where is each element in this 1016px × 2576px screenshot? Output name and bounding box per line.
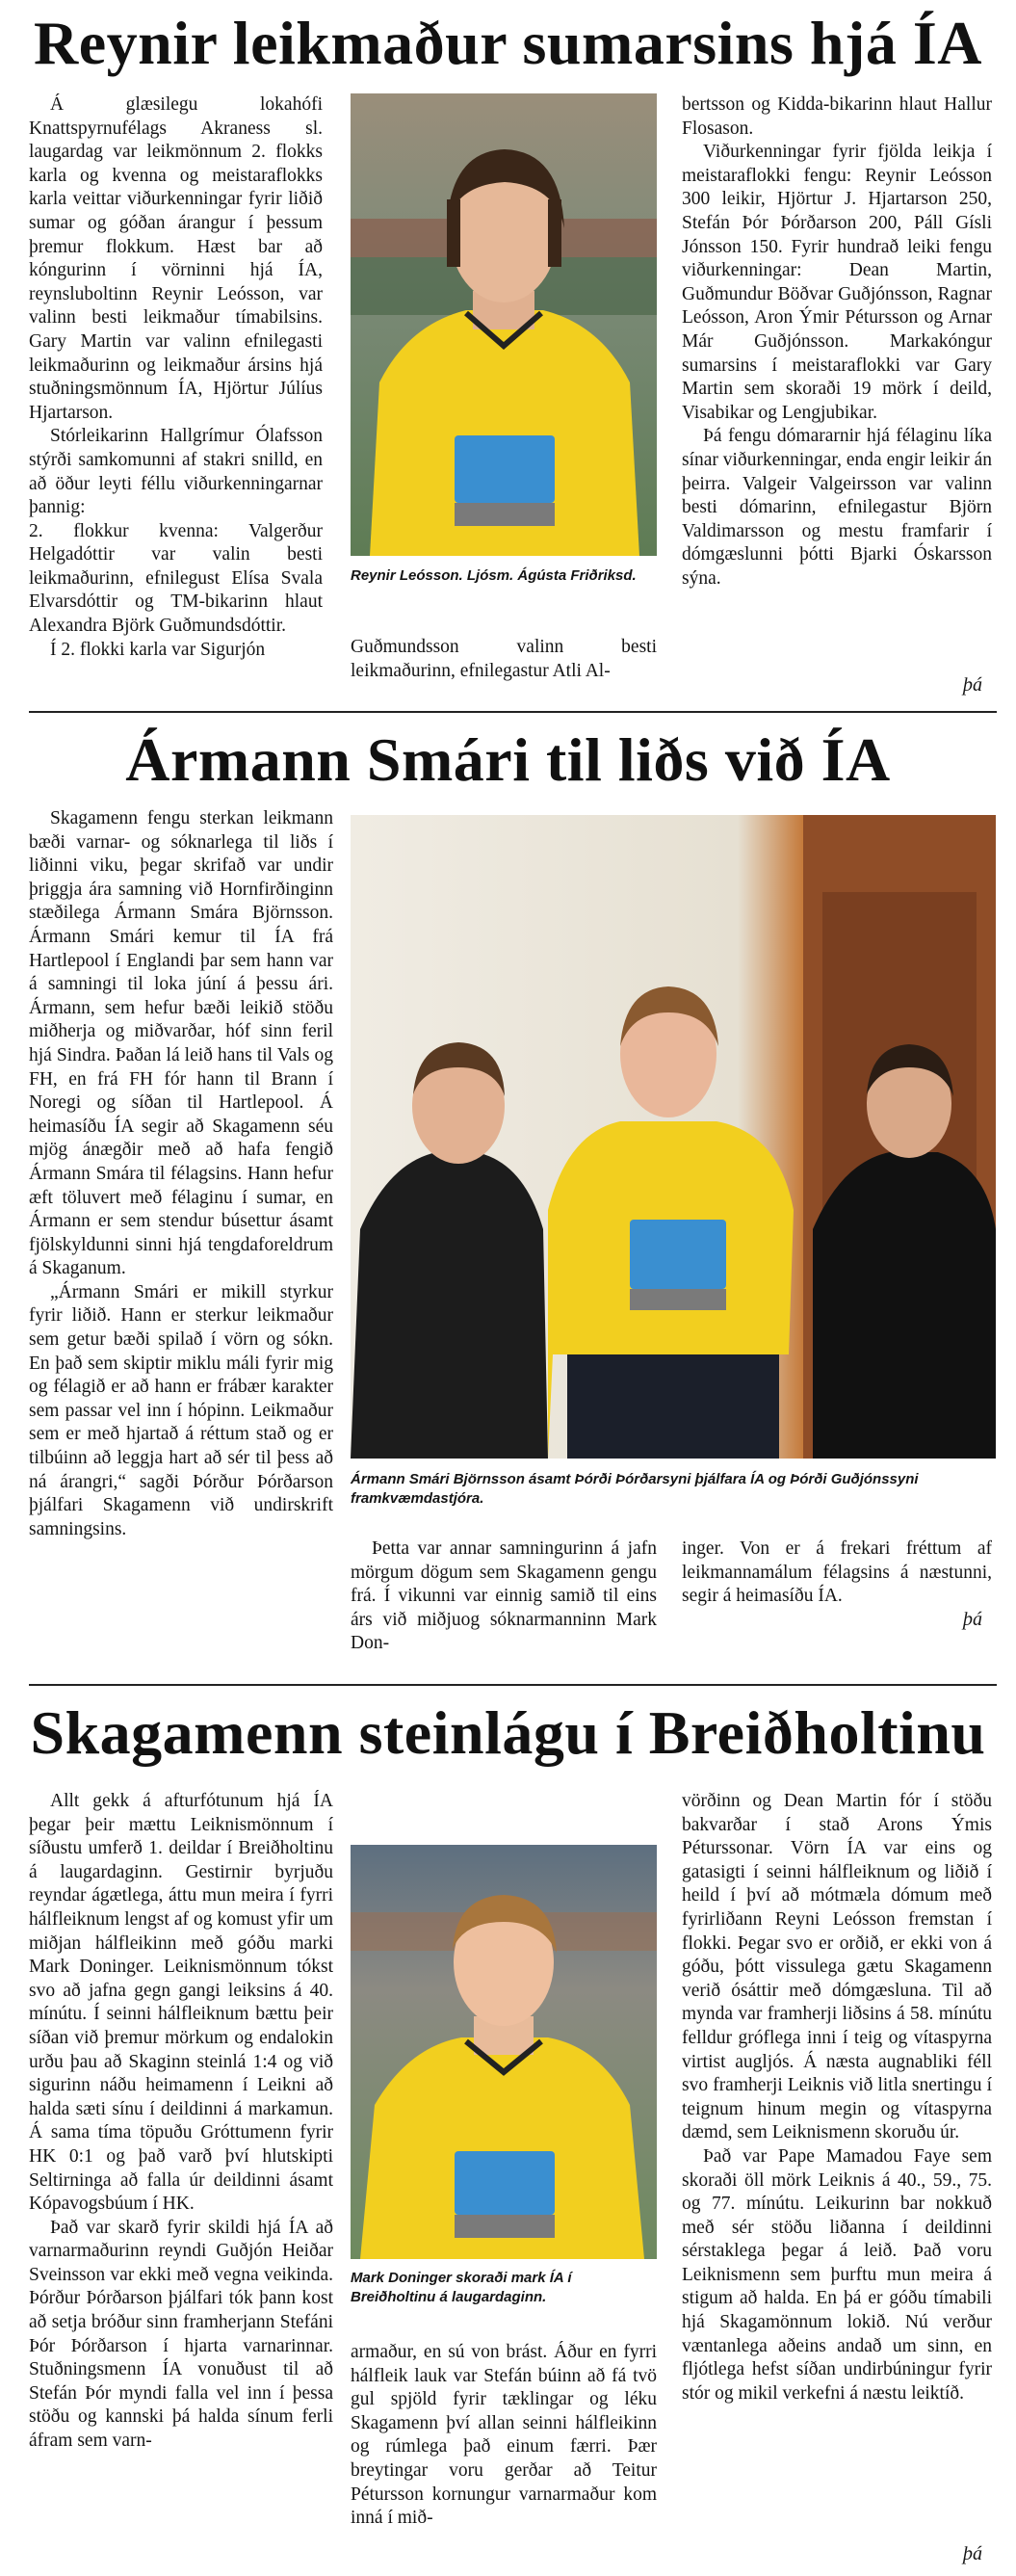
headline-1: Reynir leikmaður sumarsins hjá ÍA [34, 9, 982, 77]
article3-column-2 [351, 2341, 657, 2576]
signature-1: þá [963, 674, 982, 696]
photo-signing-group [351, 815, 996, 1459]
paragraph: „Ármann Smári er mikill styrkur fyrir liðið. Hann er sterkur leikmaður sem getur bæði spilað í vörn og sókn. En það sem skiptir miklu máli fyrir mig og félagið er að hann er frábær karakter sem passar vel inn í hópinn. Leikmaður sem er með hjartað á réttum stað og er tilbúinn að leggja hart að sér til þess að ná árangri,“ sagði Þórður Þórðarson þjálfari Skagamenn við undirskrift samningsins. [29, 1281, 333, 1539]
headline-2: Ármann Smári til liðs við ÍA [125, 725, 891, 794]
player-figure [351, 93, 657, 556]
divider [29, 1684, 997, 1686]
group-figures [351, 815, 996, 1459]
divider [29, 711, 997, 713]
caption-3: Mark Doninger skoraði mark ÍA í Breiðholtinu á laugardaginn. [351, 2270, 572, 2305]
paragraph: Guðmundsson valinn besti leikmaðurinn, efnilegastur Atli Al- [351, 637, 657, 681]
paragraph: vörðinn og Dean Martin fór í stöðu bakvarðar í stað Arons Ýmis Péturssonar. Vörn ÍA var eins og gatasigti í seinni hálfleiknum og liðið í heild í því að mótmæla dómum með fyrirliðann Reyni Leósson fremstan í flokki. Þegar svo er orðið, er ekki von á góðu, þótt vissulega gætu Skagamenn verið ósáttir með dómgæsluna. Til að mynda var framherji liðsins á 58. mínútu felldur gróflega inni í teig og vítaspyrna virtist augljós. Á næsta augnabliki féll svo framherji Leiknis við litla snertingu í teignum hinum megin og vítaspyrna dæmd, sem Leiknismenn skoruðu úr. [682, 1791, 992, 2143]
player-figure [351, 1845, 657, 2259]
headline-3: Skagamenn steinlágu í Breiðholtinu [30, 1698, 986, 1767]
photo-mark-doninger [351, 1845, 657, 2259]
paragraph: Það var Pape Mamadou Faye sem skoraði öll mörk Leiknis á 40., 59., 75. og 77. mínútu. Leikurinn bar nokkuð með sér stöðu liðanna í deildinni sérstaklega þegar á leið. Það voru Leiknismenn sem þurftu mun meira á stigum að halda. En þá er góðu tímabili hjá Skagamönnum lokið. Nú verður væntanlega aðeins andað um sinn, en fljótlega hefst síðan undirbúningur fyrir stór og mikil verkefni á næstu leiktíð. [682, 2145, 992, 2404]
caption-2: Ármann Smári Björnsson ásamt Þórði Þórðarsyni þjálfara ÍA og Þórði Guðjónssyni framkvæmdastjóra. [351, 1471, 919, 1507]
paragraph: inger. Von er á frekari fréttum af leikmannamálum félagsins á næstunni, segir á heimasíðu ÍA. [682, 1538, 992, 1607]
article3-column-3 [682, 1790, 992, 2541]
article2-column-3 [682, 1538, 992, 1615]
article1-column-1 [29, 93, 323, 708]
article2-column-2 [351, 1538, 657, 1682]
article2-column-1 [29, 807, 333, 1665]
signature-3: þá [963, 2543, 982, 2564]
paragraph: bertsson og Kidda-bikarinn hlaut Hallur Flosason. [682, 94, 992, 139]
signature-2: þá [963, 1609, 982, 1630]
paragraph: Allt gekk á afturfótunum hjá ÍA þegar þeir mættu Leiknismönnum í síðustu umferð 1. deildar í Breiðholtinu á laugardaginn. Gestirnir byrjuðu reyndar ágætlega, áttu mun meira í fyrri hálfleiknum lengst af og komust yfir um miðjan hálfleikinn með góðu marki Mark Doninger. Leiknismönnum tókst svo að jafna gegn gangi leiksins á 40. mínútu. Í seinni hálfleiknum bættu þeir síðan við þremur mörkum og endalokin urðu þau að Skaginn steinlá 1:4 og við sigurinn náðu heimamenn í Leikni að halda sæti sínu í deildinni á markamun. Á sama tíma töpuðu Gróttumenn fyrir HK 0:1 og það varð því hlutskipti Seltirninga að falla úr deildinni ásamt Kópavogsbúum í HK. [29, 1791, 333, 2215]
article1-column-2 [351, 636, 657, 708]
article3-column-1 [29, 1790, 333, 2576]
paragraph: Skagamenn fengu sterkan leikmann bæði varnar- og sóknarlega til liðs í liðinni viku, þegar skrifað var undir þriggja ára samning við Hornfirðinginn stæðilega Ármann Smára Björnsson. Ármann Smári kemur til ÍA frá Hartlepool í Englandi þar sem hann var á samningi til loka júní á þessu ári. Ármann, sem hefur bæði leikið stöðu miðherja og miðvarðar, hóf sinn feril hjá Sindra. Þaðan lá leið hans til Vals og FH, en frá FH fór hann til Brann í Noregi og síðan til Hartlepool. Á heimasíðu ÍA segir að Skagamenn séu mjög ánægðir með að hafa fengið Ármann Smára til félagsins. Hann hefur æft töluvert með félaginu í sumar, en Ármann er sem stendur búsettur ásamt fjölskyldunni sinni hjá tengdaforeldrum á Skaganum. [29, 808, 333, 1279]
paragraph: armaður, en sú von brást. Áður en fyrri hálfleik lauk var Stefán búinn að fá tvö gul spjöld fyrir tæklingar og léku Skagamenn því allan seinni hálfleikinn og rúmlega það einum færri. Þær breytingar voru gerðar að Teitur Pétursson kornungur varnarmaður kom inná í mið- [351, 2342, 657, 2529]
paragraph: Í 2. flokki karla var Sigurjón [50, 639, 266, 660]
paragraph: Þá fengu dómararnir hjá félaginu líka sínar viðurkenningar, enda engir leikir án þeirra. Valgeir Valgeirsson var valinn besti dómarinn, efnilegastur Björn Valdimarsson og mestu framfarir í dómgæslunni þótti Bjarki Óskarsson sýna. [682, 426, 992, 589]
paragraph: Viðurkenningar fyrir fjölda leikja í meistaraflokki fengu: Reynir Leósson 300 leikir, Hjörtur J. Hjartarson 250, Stefán Þór Þórðarson 200, Páll Gísli Jónsson 150. Fyrir hundrað leiki fengu viðurkenningar: Dean Martin, Guðmundur Böðvar Guðjónsson, Ragnar Leósson, Aron Ýmir Pétursson og Arnar Már Guðjónsson. Markakóngur sumarsins í meistaraflokki var Gary Martin sem skoraði 19 mörk í deild, Visabikar og Lengjubikar. [682, 142, 992, 423]
paragraph: Á glæsilegu lokahófi Knattspyrnufélags Akraness sl. laugardag var leikmönnum 2. flokks karla og kvenna og meistaraflokks karla veittar viðurkenningar fyrir liðið sumar og góðan árangur í þessum þremur flokkum. Hæst bar að kóngurinn í vörninni hjá ÍA, reynsluboltinn Reynir Leósson, var valinn besti leikmaður tímabilsins. Gary Martin var valinn efnilegasti leikmaðurinn og leikmaður ársins hjá stuðningsmönnum ÍA, Hjörtur Júlíus Hjartarson. [29, 94, 323, 423]
caption-1: Reynir Leósson. Ljósm. Ágústa Friðriksd. [351, 567, 637, 584]
paragraph: Stórleikarinn Hallgrímur Ólafsson stýrði samkomunni af stakri snilld, en að öður leyti féllu viðurkenningarnar þannig: [29, 426, 323, 518]
photo-reynir-leosson [351, 93, 657, 556]
article1-column-3 [682, 93, 992, 671]
paragraph: 2. flokkur kvenna: Valgerður Helgadóttir var valin besti leikmaðurinn, efnilegust Elísa Svala Elvarsdóttir og TM-bikarinn hlaut Alexandra Björk Guðmundsdóttir. [29, 520, 323, 637]
paragraph: Það var skarð fyrir skildi hjá ÍA að varnarmaðurinn reyndi Guðjón Heiðar Sveinsson var ekki með vegna veikinda. Þórður Þórðarson þjálfari tók þann kost að setja bróður sinn framherjann Stefáni Þór Þórðarson í hjarta varnarinnar. Stuðningsmenn ÍA vonuðust til að Stefán Þór myndi falla vel inn í þessa stöðu og kannski þá halda sínum ferli áfram sem varn- [29, 2217, 333, 2452]
paragraph: Þetta var annar samningurinn á jafn mörgum dögum sem Skagamenn gengu frá. Í vikunni var einnig samið til eins árs við miðjuog sóknarmanninn Mark Don- [351, 1538, 657, 1654]
